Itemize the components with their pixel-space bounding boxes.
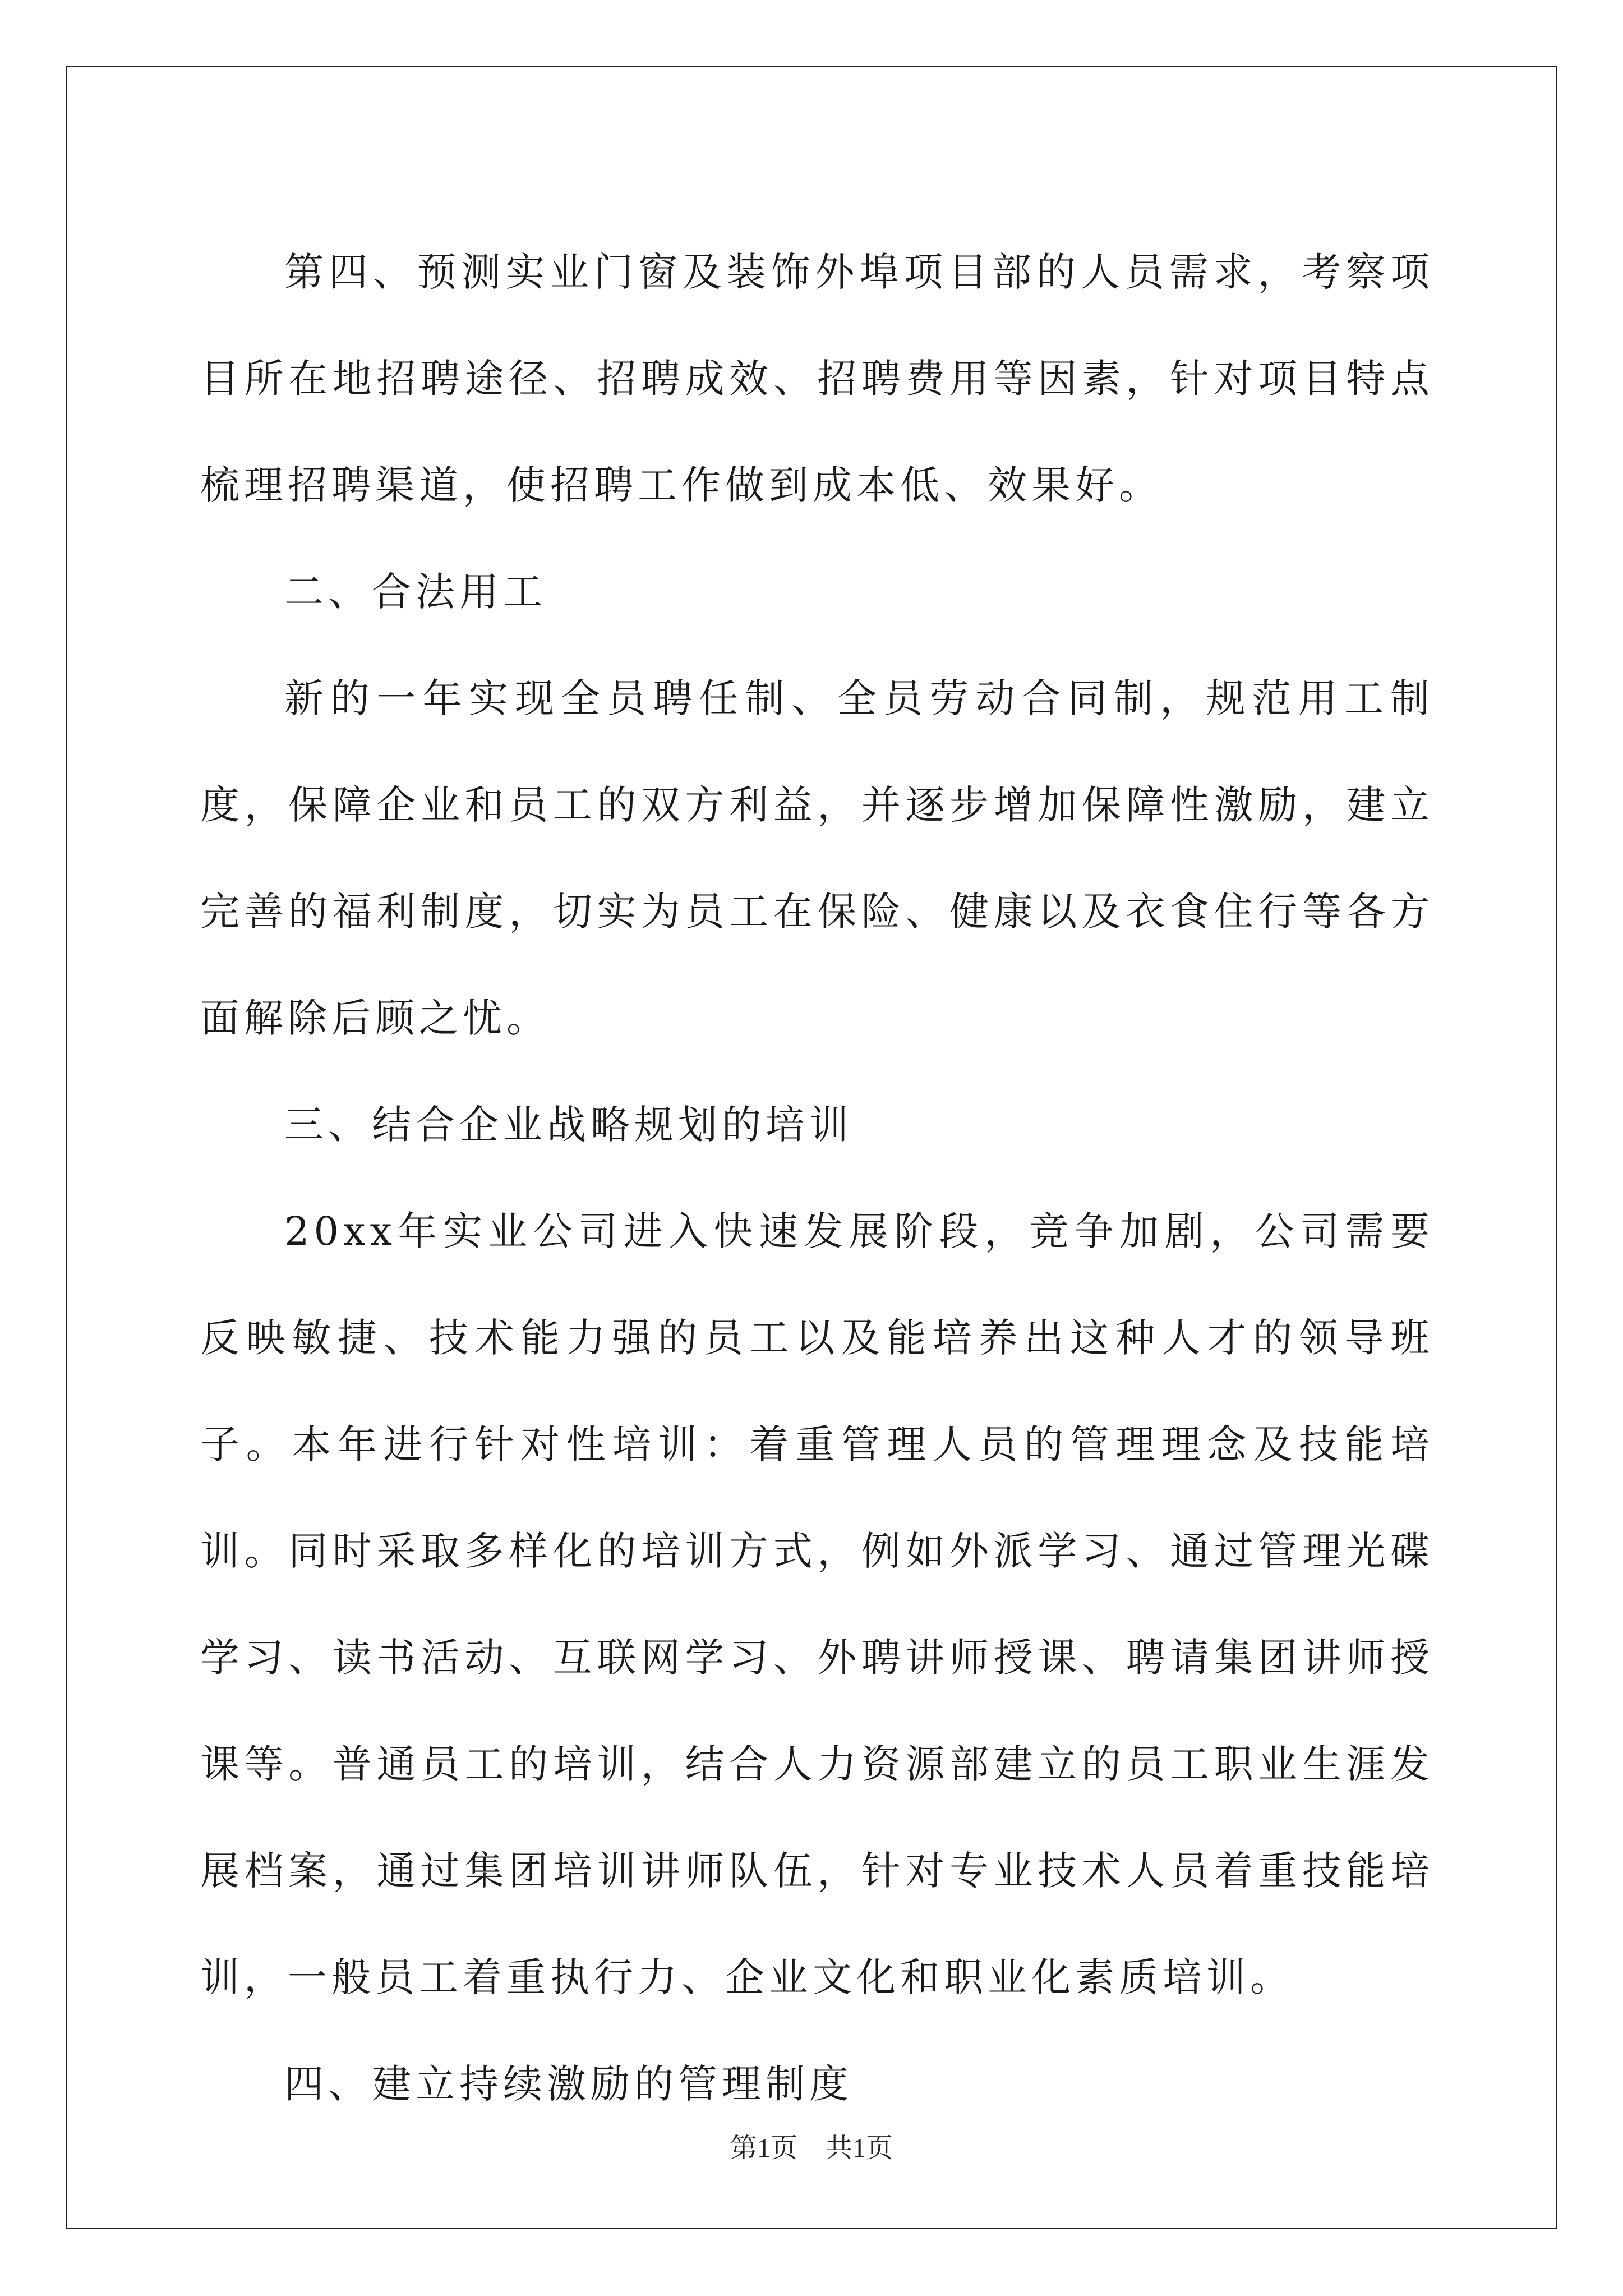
heading-legal-employment: 二、合法用工 [284, 569, 547, 615]
page-number: 第1页 [730, 2133, 797, 2163]
heading-incentive-system: 四、建立持续激励的管理制度 [284, 2061, 853, 2107]
page-footer [0, 2126, 1623, 2165]
document-body [200, 219, 1434, 2137]
paragraph-training-plan: 20xx年实业公司进入快速发展阶段，竞争加剧，公司需要反映敏捷、技术能力强的员工以及能培养出这种人才的领导班子。本年进行针对性培训：着重管理人员的管理理念及技能培训。同时采取多样化的培训方式，例如外派学习、通过管理光碟学习、读书活动、互联网学习、外聘讲师授课、聘请集团讲师授课等。普通员工的培训，结合人力资源部建立的员工职业生涯发展档案，通过集团培训讲师队伍，针对专业技术人员着重技能培训，一般员工着重执行力、企业文化和职业化素质培训。 [200, 1208, 1434, 2000]
heading-strategic-training: 三、结合企业战略规划的培训 [284, 1102, 853, 1148]
paragraph-labor-contracts: 新的一年实现全员聘任制、全员劳动合同制，规范用工制度，保障企业和员工的双方利益，并逐步增加保障性激励，建立完善的福利制度，切实为员工在保险、健康以及衣食住行等各方面解除后顾之忧。 [200, 675, 1434, 1041]
page-total: 共1页 [826, 2133, 893, 2163]
paragraph-recruitment-needs: 第四、预测实业门窗及装饰外埠项目部的人员需求，考察项目所在地招聘途径、招聘成效、招聘费用等因素，针对项目特点梳理招聘渠道，使招聘工作做到成本低、效果好。 [200, 249, 1434, 508]
